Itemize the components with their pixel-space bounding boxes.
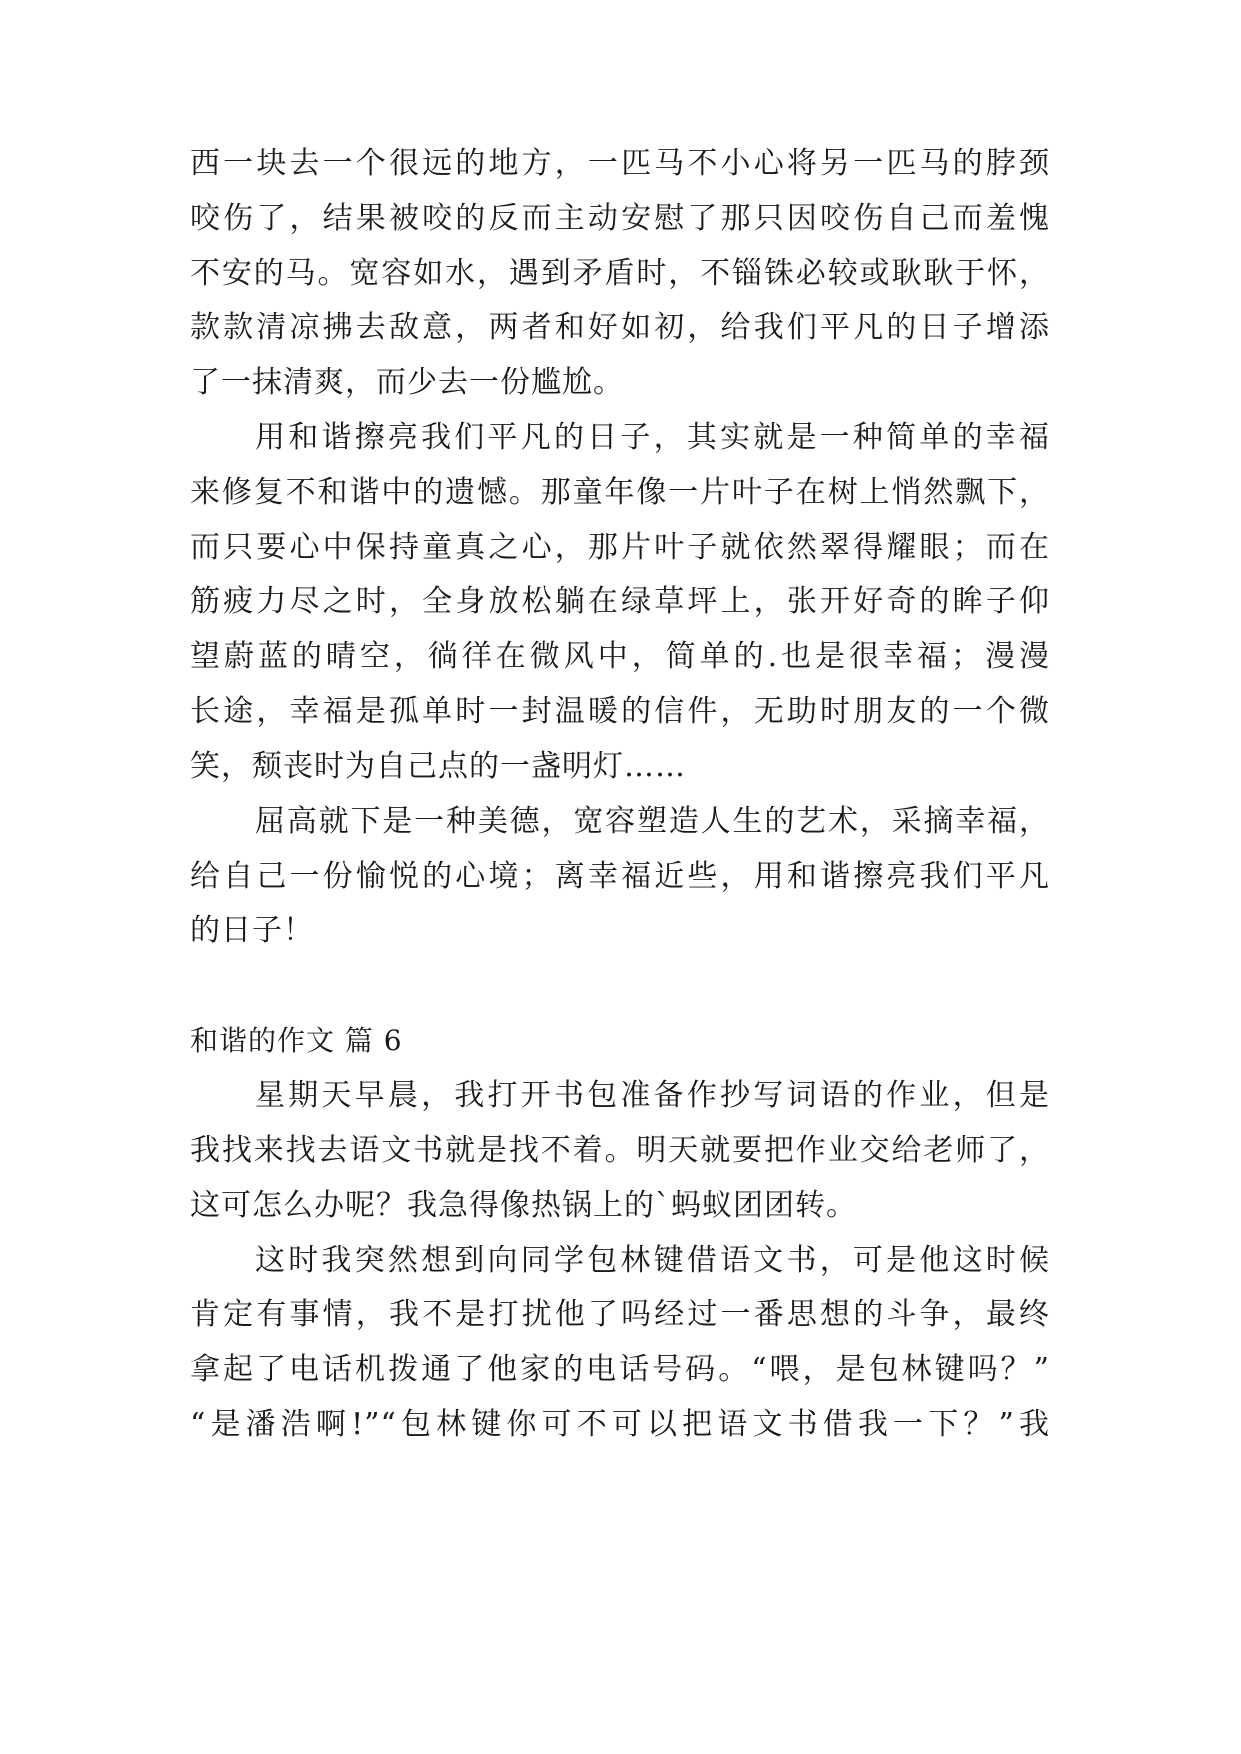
paragraph-line: 不安的马。宽容如水，遇到矛盾时，不锱铢必较或耿耿于怀，: [190, 256, 1050, 291]
paragraph-line: 了一抹清爽，而少去一份尴尬。: [190, 365, 624, 400]
paragraph-line: 的日子！: [190, 913, 314, 948]
paragraph-line: 我找来找去语文书就是找不着。明天就要把作业交给老师了，: [190, 1133, 1050, 1168]
paragraph-line: 望蔚蓝的晴空，徜徉在微风中，简单的.也是很幸福；漫漫: [190, 639, 1050, 674]
paragraph-line: 肯定有事情，我不是打扰他了吗经过一番思想的斗争，最终: [190, 1297, 1050, 1332]
paragraph-line: 拿起了电话机拨通了他家的电话号码。“喂，是包林键吗？”: [190, 1352, 1050, 1387]
paragraph-line: 长途，幸福是孤单时一封温暖的信件，无助时朋友的一个微: [190, 694, 1050, 729]
paragraph-line: 筋疲力尽之时，全身放松躺在绿草坪上，张开好奇的眸子仰: [190, 584, 1050, 619]
paragraph-line: 西一块去一个很远的地方，一匹马不小心将另一匹马的脖颈: [190, 146, 1050, 181]
paragraph-line: 咬伤了，结果被咬的反而主动安慰了那只因咬伤自己而羞愧: [190, 201, 1050, 236]
paragraph-line: 给自己一份愉悦的心境；离幸福近些，用和谐擦亮我们平凡: [190, 859, 1050, 894]
paragraph-line: 星期天早晨，我打开书包准备作抄写词语的作业，但是: [255, 1078, 1050, 1113]
paragraph-line: 用和谐擦亮我们平凡的日子，其实就是一种简单的幸福: [255, 420, 1050, 455]
paragraph-line: 这时我突然想到向同学包林键借语文书，可是他这时候: [255, 1243, 1050, 1278]
paragraph-line: 这可怎么办呢？我急得像热锅上的`蚂蚁团团转。: [190, 1188, 857, 1223]
paragraph-line: 来修复不和谐中的遗憾。那童年像一片叶子在树上悄然飘下，: [190, 475, 1050, 510]
paragraph-line: 款款清凉拂去敌意，两者和好如初，给我们平凡的日子增添: [190, 310, 1050, 345]
paragraph-line: 而只要心中保持童真之心，那片叶子就依然翠得耀眼；而在: [190, 530, 1050, 565]
paragraph-line: 笑，颓丧时为自己点的一盏明灯……: [190, 749, 686, 784]
section-title: 和谐的作文 篇 6: [190, 1024, 403, 1057]
paragraph-line: “是潘浩啊!”“包林键你可不可以把语文书借我一下？”我: [190, 1407, 1050, 1442]
paragraph-line: 屈高就下是一种美德，宽容塑造人生的艺术，采摘幸福，: [255, 804, 1050, 839]
